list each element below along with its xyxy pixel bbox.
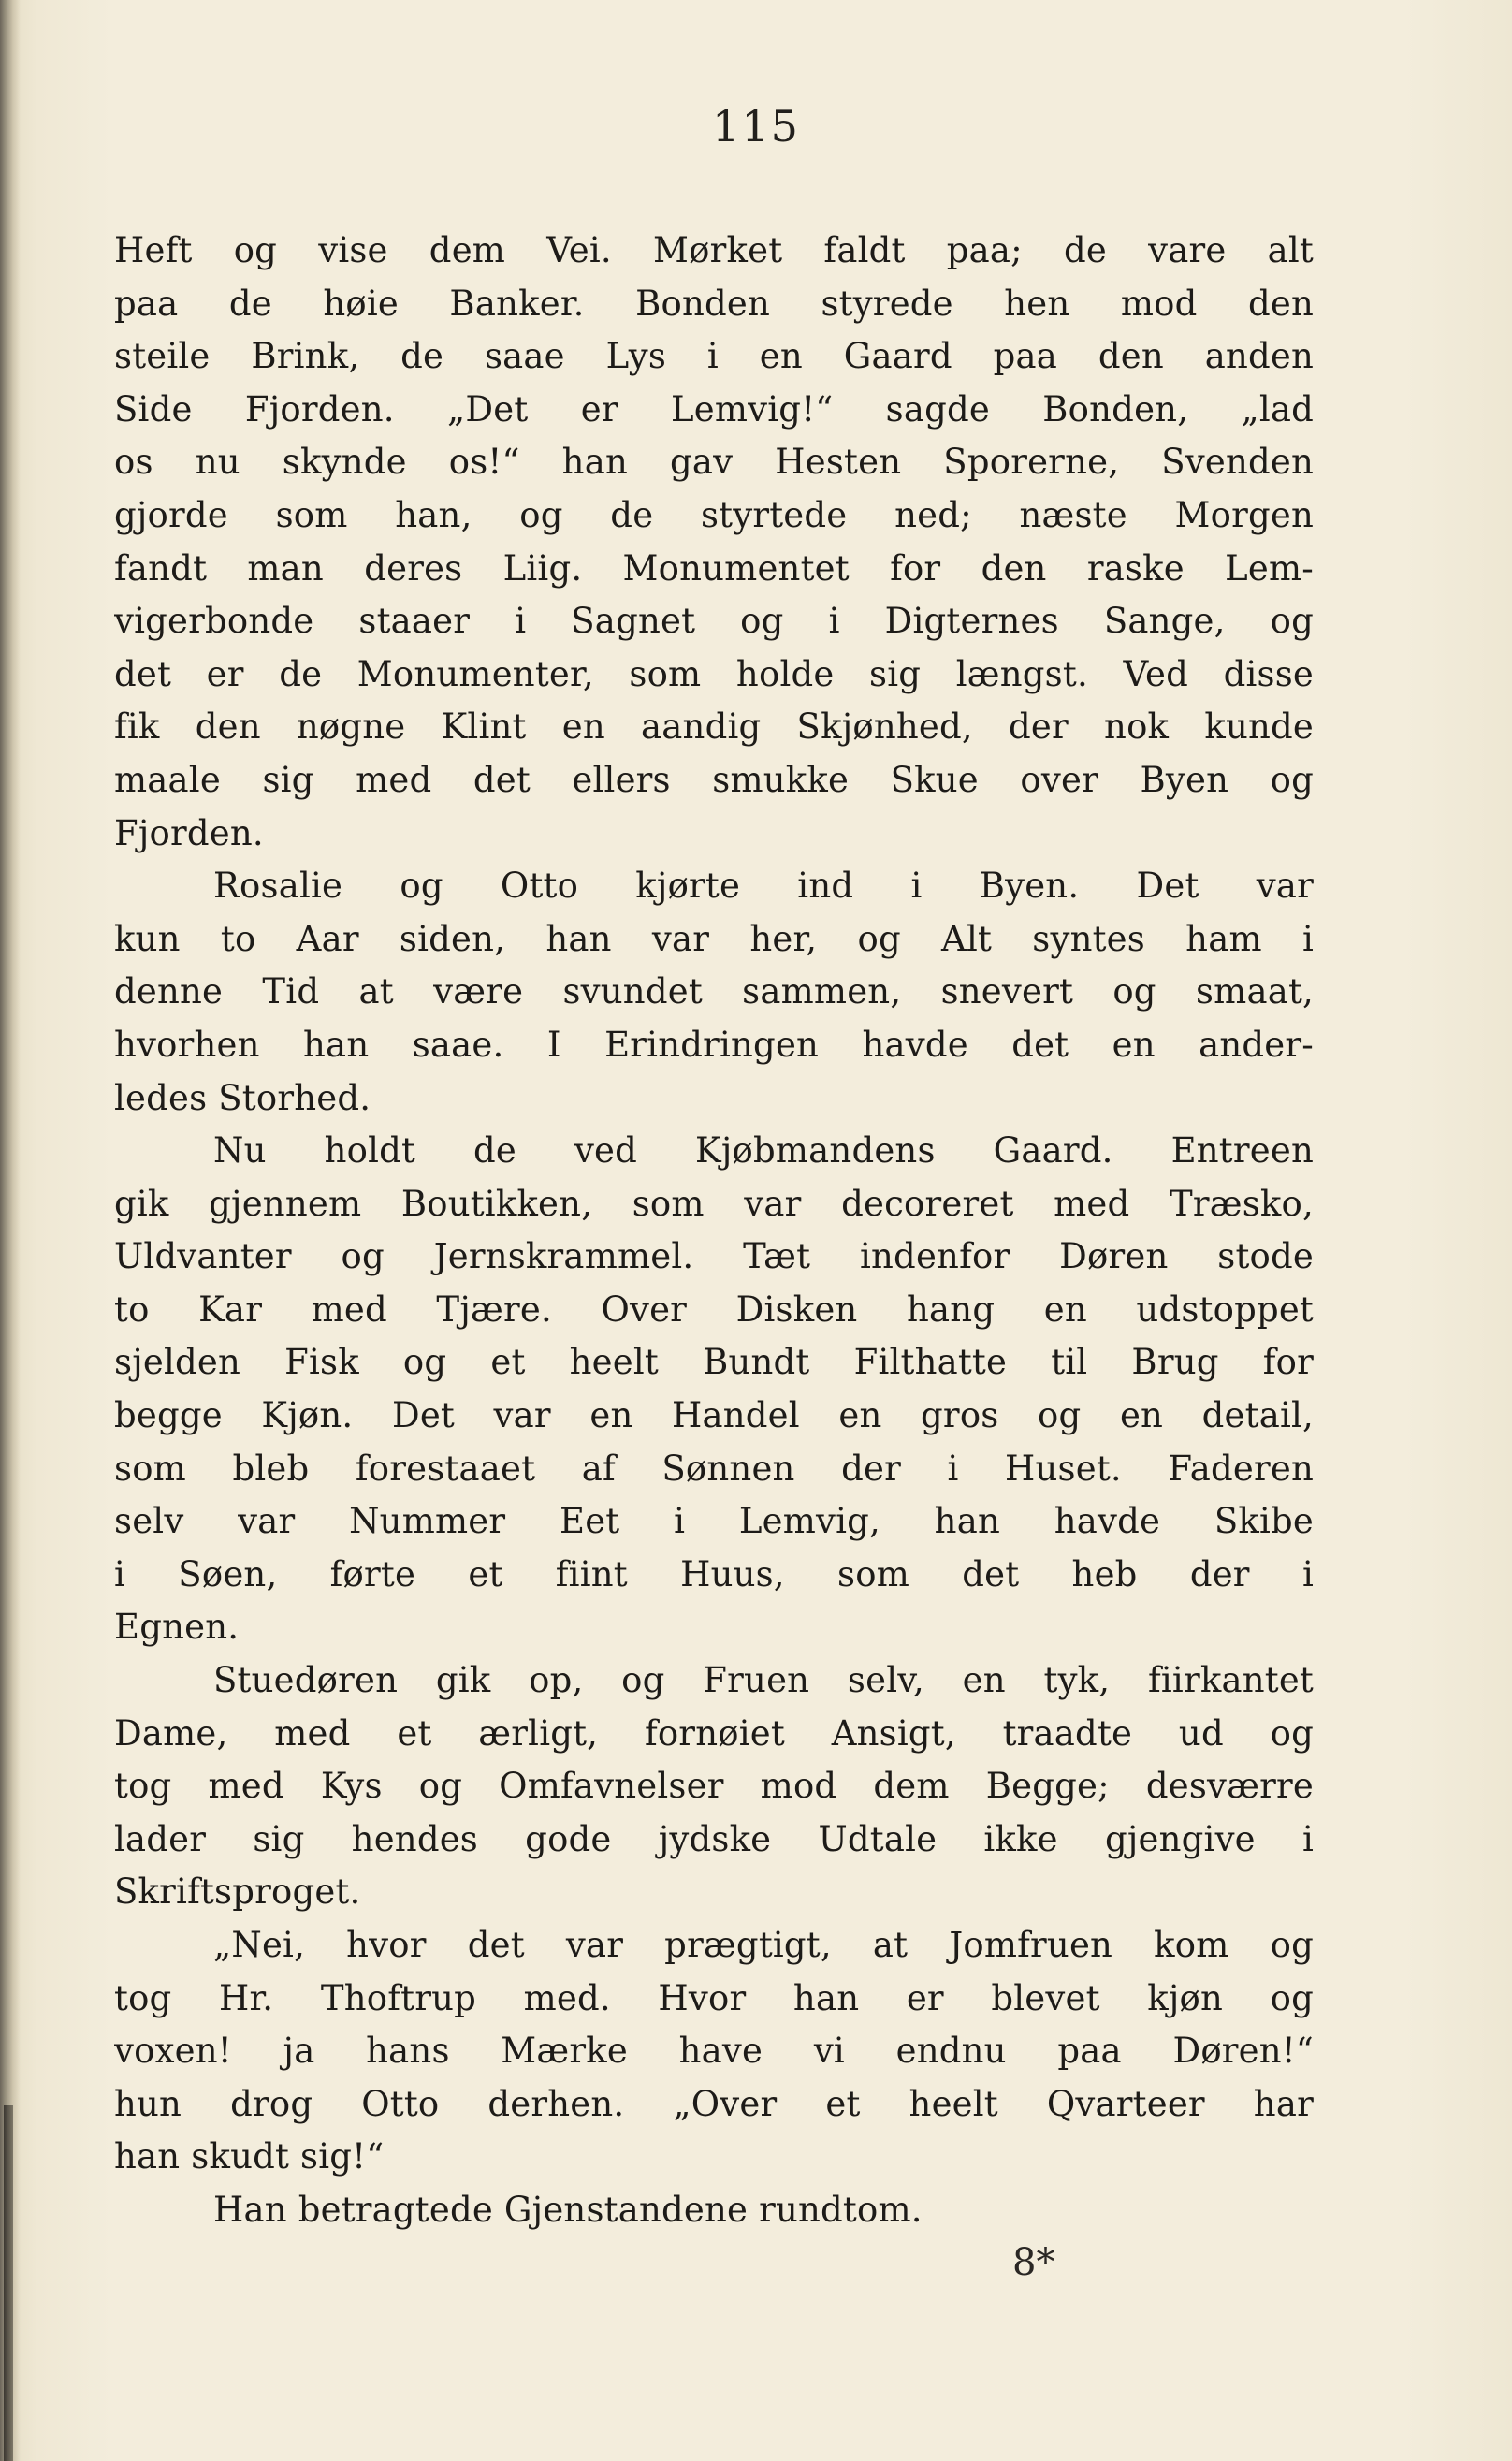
text-line: Egnen. <box>114 1607 240 1648</box>
signature-mark: 8* <box>1012 2241 1055 2284</box>
text-line: tog med Kys og Omfavnelser mod dem Begge; desværre <box>114 1766 1314 1807</box>
text-line: Side Fjorden. „Det er Lemvig!“ sagde Bonden, „lad <box>114 388 1314 430</box>
text-line: Rosalie og Otto kjørte ind i Byen. Det var <box>213 866 1314 907</box>
text-line: voxen! ja hans Mærke have vi endnu paa Døren!“ <box>114 2031 1314 2072</box>
text-line: to Kar med Tjære. Over Disken hang en udstoppet <box>114 1289 1314 1330</box>
page-number: 115 <box>712 101 800 152</box>
text-line: tog Hr. Thoftrup med. Hvor han er blevet kjøn og <box>114 1977 1314 2018</box>
text-line: det er de Monumenter, som holde sig længst. Ved disse <box>114 653 1314 694</box>
text-line: fik den nøgne Klint en aandig Skjønhed, der nok kunde <box>114 706 1314 748</box>
text-line: som bleb forestaaet af Sønnen der i Huset. Faderen <box>114 1448 1314 1489</box>
text-line: hvorhen han saae. I Erindringen havde det en ander- <box>114 1024 1314 1065</box>
text-line: ledes Storhed. <box>114 1077 371 1118</box>
text-line: vigerbonde staaer i Sagnet og i Digternes Sange, og <box>114 601 1314 642</box>
text-line: Heft og vise dem Vei. Mørket faldt paa; de vare alt <box>114 230 1314 270</box>
text-line: han skudt sig!“ <box>114 2136 385 2177</box>
text-line: Skriftsproget. <box>114 1871 361 1913</box>
text-line: gjorde som han, og de styrtede ned; næste Morgen <box>114 494 1314 535</box>
text-line: paa de høie Banker. Bonden styrede hen mod den <box>114 283 1314 324</box>
text-line: Han betragtede Gjenstandene rundtom. <box>213 2189 923 2230</box>
body-text <box>114 225 1314 2237</box>
text-line: sjelden Fisk og et heelt Bundt Filthatte til Brug for <box>114 1342 1314 1383</box>
text-line: i Søen, førte et fiint Huus, som det heb der i <box>114 1553 1314 1595</box>
text-line: Stuedøren gik op, og Fruen selv, en tyk, fiirkantet <box>213 1660 1314 1701</box>
text-line: maale sig med det ellers smukke Skue over Byen og <box>114 759 1314 800</box>
text-line: hun drog Otto derhen. „Over et heelt Qvarteer har <box>114 2083 1314 2124</box>
text-line: fandt man deres Liig. Monumentet for den raske Lem- <box>114 547 1314 589</box>
text-line: lader sig hendes gode jydske Udtale ikke gjengive i <box>114 1818 1314 1859</box>
text-line: Dame, med et ærligt, fornøiet Ansigt, traadte ud og <box>114 1712 1314 1754</box>
text-line: gik gjennem Boutikken, som var decoreret med Træsko, <box>114 1183 1314 1224</box>
text-line: kun to Aar siden, han var her, og Alt syntes ham i <box>114 918 1314 959</box>
text-line: Uldvanter og Jernskrammel. Tæt indenfor Døren stode <box>114 1236 1314 1277</box>
text-line: „Nei, hvor det var prægtigt, at Jomfruen kom og <box>213 1925 1314 1965</box>
text-line: begge Kjøn. Det var en Handel en gros og en detail, <box>114 1395 1314 1436</box>
binding-edge <box>0 0 21 2461</box>
text-line: selv var Nummer Eet i Lemvig, han havde Skibe <box>114 1501 1314 1542</box>
text-line: steile Brink, de saae Lys i en Gaard paa den anden <box>114 336 1314 377</box>
text-line: denne Tid at være svundet sammen, snevert og smaat, <box>114 971 1314 1012</box>
text-line: Nu holdt de ved Kjøbmandens Gaard. Entreen <box>213 1130 1314 1172</box>
text-line: os nu skynde os!“ han gav Hesten Sporerne, Svenden <box>114 442 1314 483</box>
text-line: Fjorden. <box>114 812 264 853</box>
